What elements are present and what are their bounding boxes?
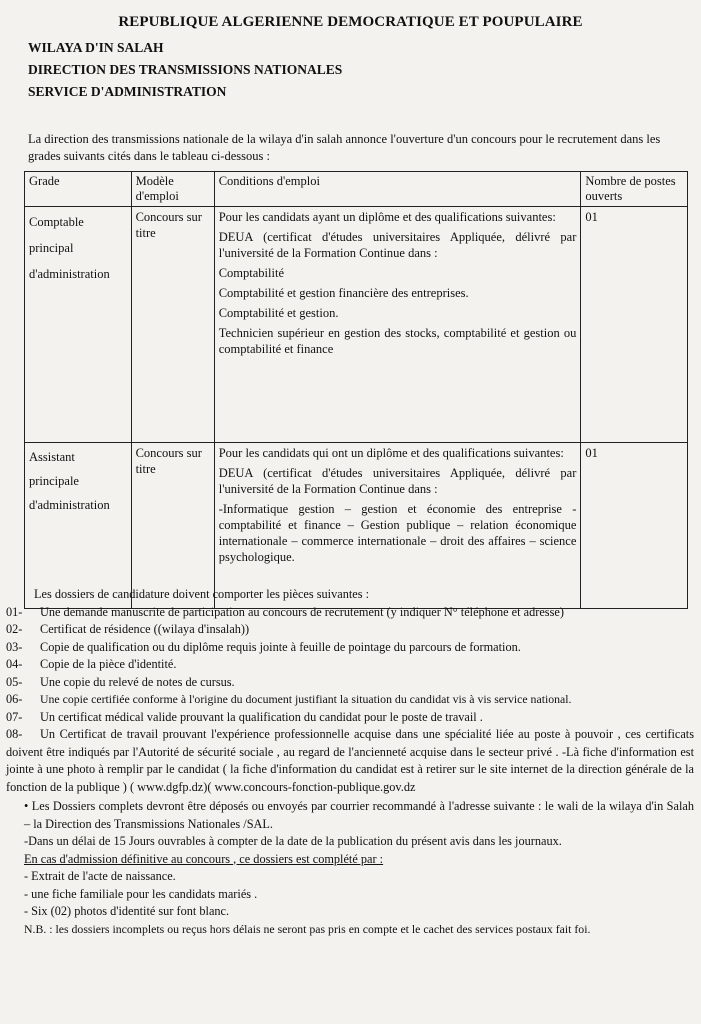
direction-heading: DIRECTION DES TRANSMISSIONS NATIONALES	[28, 62, 343, 77]
list-item	[6, 726, 694, 796]
item-text: Une copie certifiée conforme à l'origine du document justifiant la situation du candidat vis à vis service national.	[40, 692, 572, 706]
dossier-title: Les dossiers de candidature doivent comporter les pièces suivantes :	[34, 587, 369, 601]
positions-table	[24, 171, 688, 609]
deposit-paragraph: • Les Dossiers complets devront être déposés ou envoyés par courrier recommandé à l'adresse suivante : le wali de la wilaya d'in Salah – la Direction des Transmissions Nationales /SAL.	[24, 799, 694, 831]
nb-paragraph: N.B. : les dossiers incomplets ou reçus hors délais ne seront pas pris en compte et le cachet des services postaux fait foi.	[24, 921, 591, 936]
grade-text: Comptable principal d'administration	[29, 215, 110, 281]
item-number: 03-	[6, 639, 23, 654]
posts-cell: 01	[581, 207, 688, 443]
list-item: Comptabilité et gestion financière des entreprises.	[218, 286, 469, 300]
item-number: 05-	[6, 674, 23, 689]
list-item: - Extrait de l'acte de naissance.	[24, 869, 176, 883]
model-cell: Concours sur titre	[131, 443, 214, 609]
list-item	[6, 691, 694, 709]
grade-cell	[25, 207, 132, 443]
conditions-intro: Pour les candidats qui ont un diplôme et des qualifications suivantes:	[218, 446, 564, 460]
list-item: - une fiche familiale pour les candidats mariés .	[24, 886, 258, 901]
item-number: 08-	[6, 727, 23, 741]
list-item: -Informatique gestion – gestion et économie des entreprise - comptabilité et finance – Gestion publique – relation économique internationale – commerce internationale – droit des affaires – science psychologique.	[218, 502, 577, 564]
service-heading: SERVICE D'ADMINISTRATION	[28, 84, 227, 99]
list-item: Technicien supérieur en gestion des stocks, comptabilité et gestion ou comptabilité et finance	[218, 326, 577, 356]
list-item: Comptabilité et gestion.	[218, 306, 339, 320]
header-grade: Grade	[25, 172, 132, 207]
header-model: Modèle d'emploi	[131, 172, 214, 207]
list-item	[6, 604, 694, 622]
list-item	[6, 639, 694, 657]
requirements-section	[6, 586, 694, 938]
model-cell: Concours sur titre	[131, 207, 214, 443]
item-number: 01-	[6, 604, 23, 619]
item-text: Certificat de résidence ((wilaya d'insalah))	[40, 622, 250, 636]
item-number: 04-	[6, 657, 23, 671]
list-item	[6, 621, 694, 639]
header-conditions: Conditions d'emploi	[214, 172, 581, 207]
grade-text: Assistant principale d'administration	[29, 450, 110, 512]
table-row	[25, 207, 688, 443]
item-number: 02-	[6, 622, 23, 636]
item-text: Copie de qualification ou du diplôme requis jointe à feuille de pointage du parcours de formation.	[40, 639, 521, 654]
table-header-row	[25, 172, 688, 207]
item-text: Un Certificat de travail prouvant l'expérience professionnelle acquise dans une spécialité liée au poste à pouvoir , ces certificats doivent être indiqués par l'Autorité de sécurité sociale , au regard de l'ancienneté acquise dans le secteur privé . -Là fiche d'information est jointe à une photo à remplir par le candidat ( la fiche d'information du candidat est à retirer sur le site internet de la direction générale de la fonction de la publique ) ( www.dgfp.dz)( www.concours-fonction-publique.gov.dz	[6, 727, 694, 794]
item-number: 06-	[6, 692, 23, 706]
list-item	[6, 709, 694, 727]
conditions-intro: Pour les candidats ayant un diplôme et des qualifications suivantes:	[218, 210, 556, 224]
list-item	[6, 674, 694, 692]
intro-paragraph: La direction des transmissions nationale de la wilaya d'in salah annonce l'ouverture d'un concours pour le recrutement dans les grades suivants cités dans le tableau ci-dessous :	[28, 132, 661, 163]
list-item: - Six (02) photos d'identité sur font blanc.	[24, 904, 230, 918]
conditions-cell	[214, 443, 581, 609]
posts-cell: 01	[581, 443, 688, 609]
republic-title: REPUBLIQUE ALGERIENNE DEMOCRATIQUE ET POUPULAIRE	[118, 14, 583, 30]
admission-title: En cas d'admission définitive au concours , ce dossiers est complété par :	[24, 851, 384, 866]
deua-text: DEUA (certificat d'études universitaires Appliquée, délivré par l'université de la Formation Continue dans :	[218, 466, 577, 496]
item-number: 07-	[6, 709, 23, 724]
item-text: Un certificat médical valide prouvant la qualification du candidat pour le poste de travail .	[40, 709, 483, 724]
item-text: Une copie du relevé de notes de cursus.	[40, 674, 235, 689]
deua-text: DEUA (certificat d'études universitaires Appliquée, délivré par l'université de la Formation Continue dans :	[218, 230, 577, 260]
item-text: Copie de la pièce d'identité.	[40, 657, 177, 671]
wilaya-heading: WILAYA D'IN SALAH	[28, 40, 164, 55]
conditions-cell	[214, 207, 581, 443]
item-text: Une demande manuscrite de participation au concours de recrutement (y indiquer N° téléphone et adresse)	[40, 604, 564, 619]
header-posts: Nombre de postes ouverts	[581, 172, 688, 207]
list-item: Comptabilité	[218, 266, 284, 280]
list-item	[6, 656, 694, 674]
delay-paragraph: -Dans un délai de 15 Jours ouvrables à compter de la date de la publication du présent avis dans les journaux.	[24, 834, 562, 848]
table-row	[25, 443, 688, 609]
grade-cell	[25, 443, 132, 609]
